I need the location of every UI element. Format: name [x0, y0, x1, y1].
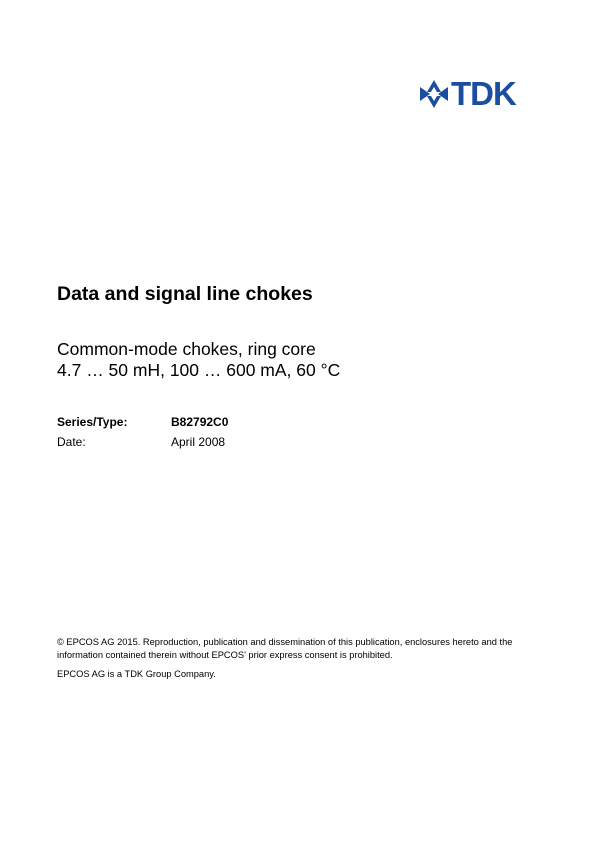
- subtitle-line-1: Common-mode chokes, ring core: [57, 339, 316, 359]
- tdk-triangle-logo-icon: [419, 79, 449, 109]
- date-label: Date:: [57, 435, 86, 449]
- company-note: EPCOS AG is a TDK Group Company.: [57, 669, 216, 679]
- copyright-notice: © EPCOS AG 2015. Reproduction, publication and dissemination of this publication, enclosures hereto and the information contained therein without EPCOS' prior express consent is prohibited.: [57, 637, 513, 660]
- series-type-value: B82792C0: [171, 415, 229, 429]
- document-title: Data and signal line chokes: [57, 283, 313, 305]
- date-value: April 2008: [171, 435, 226, 449]
- logo-text: TDK: [451, 75, 516, 112]
- document-subtitle: [57, 339, 340, 381]
- subtitle-line-2: 4.7 … 50 mH, 100 … 600 mA, 60 °C: [57, 360, 341, 380]
- tdk-logo: [419, 75, 545, 112]
- series-type-label: Series/Type:: [57, 415, 128, 429]
